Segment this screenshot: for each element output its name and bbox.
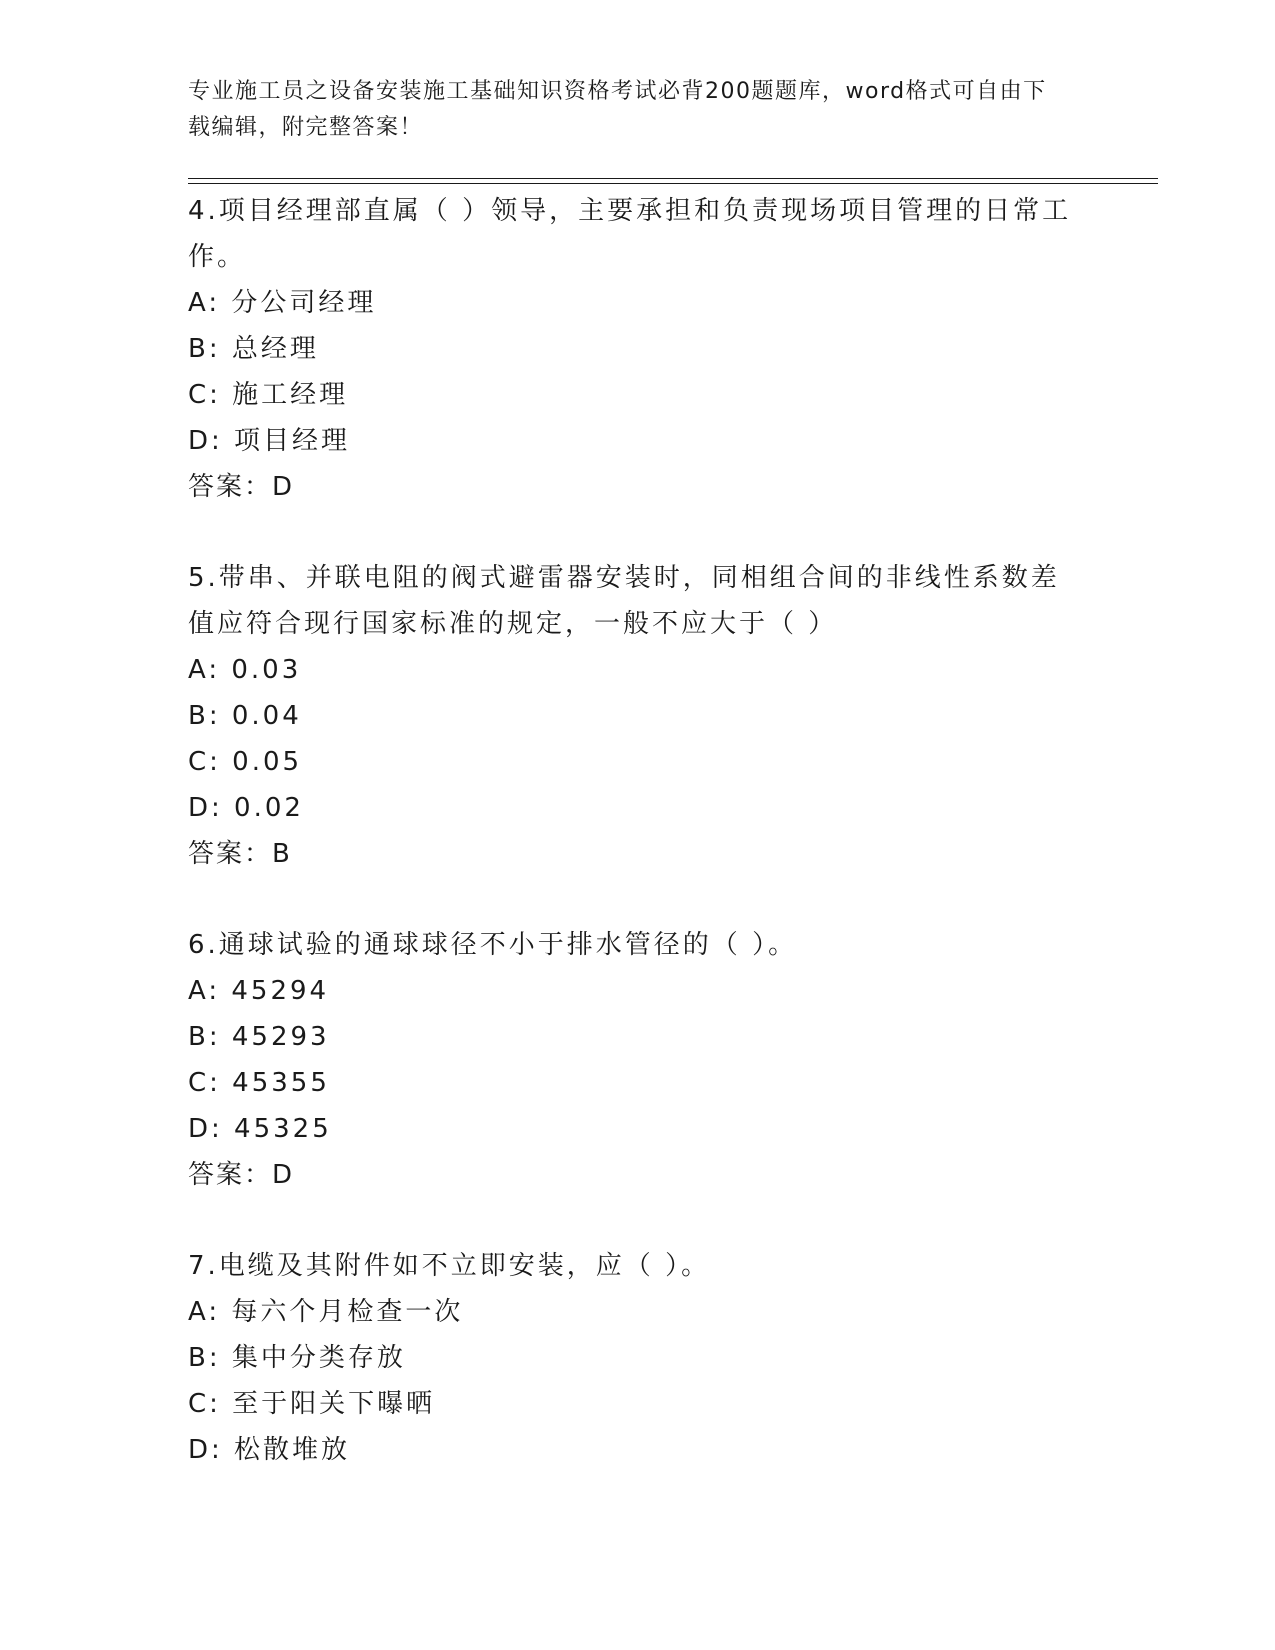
option-b: B: 集中分类存放 bbox=[188, 1343, 406, 1373]
question-5 bbox=[188, 555, 1088, 877]
option-c: C: 施工经理 bbox=[188, 380, 349, 410]
answer-line: 答案：B bbox=[188, 839, 292, 869]
option-d: D: 45325 bbox=[188, 1114, 332, 1144]
question-stem: 6.通球试验的通球球径不小于排水管径的（ ）。 bbox=[188, 930, 798, 960]
question-list bbox=[188, 188, 1088, 1518]
header-divider-top bbox=[188, 178, 1158, 179]
header-divider-bottom bbox=[188, 183, 1158, 184]
question-6 bbox=[188, 922, 1088, 1198]
option-a: A: 分公司经理 bbox=[188, 288, 377, 318]
option-a: A: 45294 bbox=[188, 976, 330, 1006]
option-b: B: 0.04 bbox=[188, 701, 302, 731]
option-b: B: 总经理 bbox=[188, 334, 319, 364]
question-stem: 7.电缆及其附件如不立即安装，应（ ）。 bbox=[188, 1251, 711, 1281]
answer-line: 答案：D bbox=[188, 1160, 295, 1190]
question-4 bbox=[188, 188, 1088, 510]
answer-line: 答案：D bbox=[188, 472, 295, 502]
question-stem: 4.项目经理部直属（ ）领导，主要承担和负责现场项目管理的日常工作。 bbox=[188, 196, 1072, 272]
option-a: A: 0.03 bbox=[188, 655, 302, 685]
document-header: 专业施工员之设备安装施工基础知识资格考试必背200题题库，word格式可自由下载编辑，附完整答案！ bbox=[188, 79, 1047, 140]
option-d: D: 松散堆放 bbox=[188, 1435, 351, 1465]
option-a: A: 每六个月检查一次 bbox=[188, 1297, 464, 1327]
option-c: C: 0.05 bbox=[188, 747, 303, 777]
question-stem: 5.带串、并联电阻的阀式避雷器安装时，同相组合间的非线性系数差值应符合现行国家标准的规定，一般不应大于（ ） bbox=[188, 563, 1060, 639]
option-c: C: 至于阳关下曝晒 bbox=[188, 1389, 436, 1419]
option-d: D: 0.02 bbox=[188, 793, 304, 823]
option-d: D: 项目经理 bbox=[188, 426, 351, 456]
option-b: B: 45293 bbox=[188, 1022, 330, 1052]
question-7 bbox=[188, 1243, 1088, 1473]
option-c: C: 45355 bbox=[188, 1068, 330, 1098]
